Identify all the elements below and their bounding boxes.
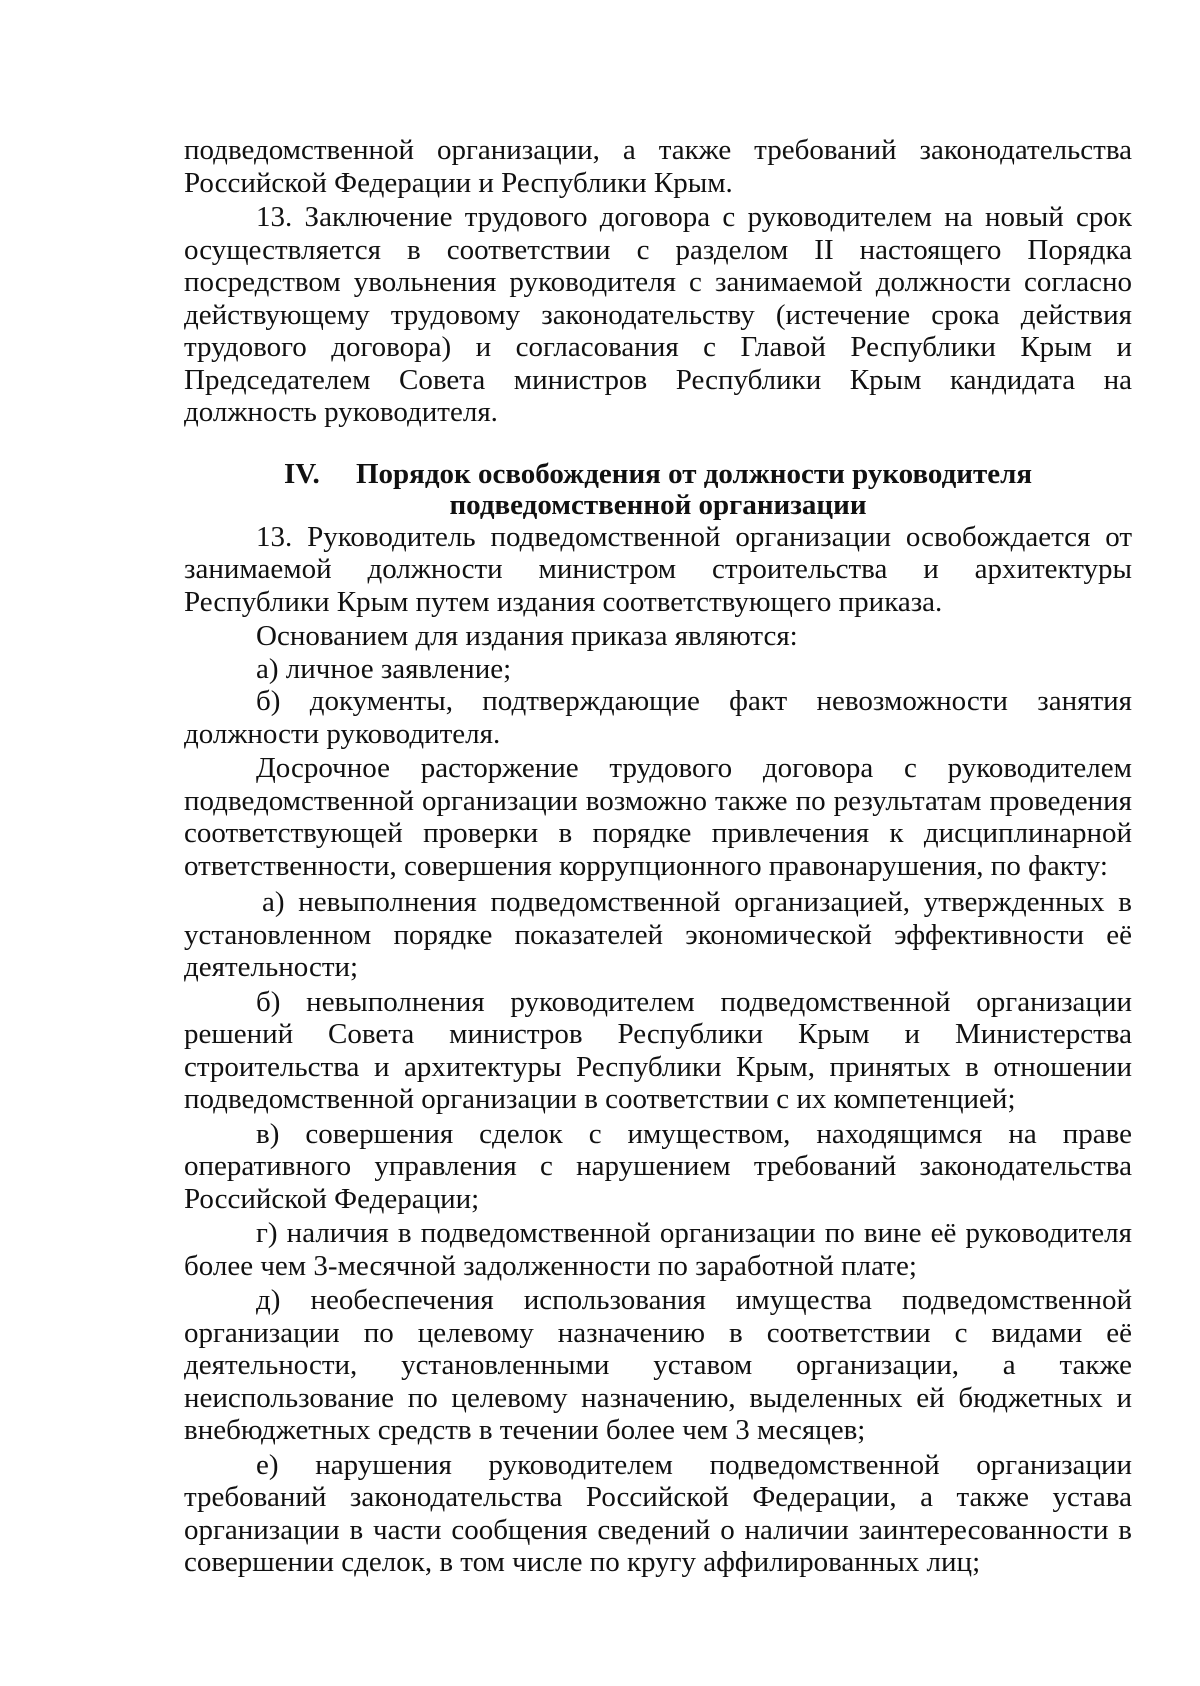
list-item-d-property-use: д) необеспечения использования имущества подведомственной организации по целевому назначению в соответствии с видами её деятельности, установленными уставом организации, а также неиспользование по целевому назначению, выделенных ей бюджетных и внебюджетных средств в течении более чем 3 месяцев; (184, 1284, 1132, 1446)
section-heading (184, 459, 1132, 521)
document-body (184, 134, 1132, 1579)
paragraph-continuation: подведомственной организации, а также требований законодательства Российской Федерации и Республики Крым. (184, 134, 1132, 199)
paragraph-early-termination: Досрочное расторжение трудового договора с руководителем подведомственной организации возможно также по результатам проведения соответствующей проверки в порядке привлечения к дисциплинарной ответственности, совершения коррупционного правонарушения, по факту: (184, 752, 1132, 882)
section-number: IV. (283, 457, 320, 490)
list-item-e-violations: е) нарушения руководителем подведомственной организации требований законодательства Российской Федерации, а также устава организации в части сообщения сведений о наличии заинтересованности в совершении сделок, в том числе по кругу аффилированных лиц; (184, 1448, 1132, 1578)
paragraph-13-dismissal: 13. Руководитель подведомственной организации освобождается от занимаемой должности министром строительства и архитектуры Республики Крым путем издания соответствующего приказа. (184, 520, 1132, 618)
list-item-a-nonperformance: а) невыполнения подведомственной организацией, утвержденных в установленном порядке показателей экономической эффективности её деятельности; (184, 886, 1132, 983)
section-title-line2: подведомственной организации (449, 488, 867, 521)
list-item-b-decisions: б) невыполнения руководителем подведомственной организации решений Совета министров Республики Крым и Министерства строительства и архитектуры Республики Крым, принятых в отношении подведомственной организации в соответствии с их компетенцией; (184, 985, 1132, 1115)
section-title-line1: Порядок освобождения от должности руководителя (355, 457, 1033, 490)
list-item-a-application: а) личное заявление; (256, 652, 512, 685)
section-heading-line1 (184, 459, 1132, 490)
list-item-v-transactions: в) совершения сделок с имуществом, находящимся на праве оперативного управления с нарушением требований законодательства Российской Федерации; (184, 1117, 1132, 1215)
paragraph-grounds-intro: Основанием для издания приказа являются: (256, 620, 798, 652)
list-item-g-wage-arrears: г) наличия в подведомственной организации по вине её руководителя более чем 3-месячной задолженности по заработной плате; (184, 1217, 1132, 1282)
paragraph-13-contract-renewal: 13. Заключение трудового договора с руководителем на новый срок осуществляется в соответствии с разделом II настоящего Порядка посредством увольнения руководителя с занимаемой должности согласно действующему трудовому законодательству (истечение срока действия трудового договора) и согласования с Главой Республики Крым и Председателем Совета министров Республики Крым кандидата на должность руководителя. (184, 201, 1132, 428)
list-item-b-documents: б) документы, подтверждающие факт невозможности занятия должности руководителя. (184, 685, 1132, 750)
